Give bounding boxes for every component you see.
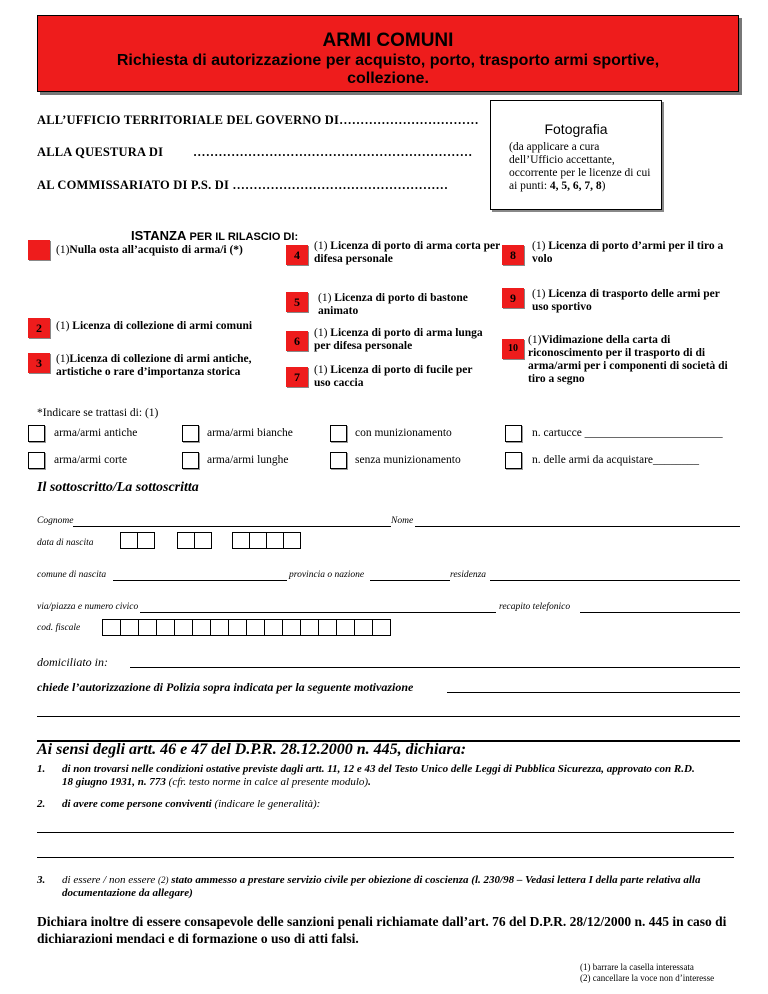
option-box-4[interactable]: 4 (286, 245, 308, 265)
footnote-2: (2) cancellare la voce non d’interesse (580, 973, 715, 983)
option-box-8[interactable]: 8 (502, 245, 524, 265)
dichiara-heading: Ai sensi degli artt. 46 e 47 del D.P.R. 28.12.2000 n. 445, dichiara: (37, 741, 467, 758)
option-box-6[interactable]: 6 (286, 331, 308, 351)
cognome-field[interactable] (73, 526, 391, 527)
data-nascita-day[interactable] (120, 532, 154, 554)
option-label-10: (1)Vidimazione della carta di riconoscimento per il trasporto di di arma/armi per i componenti di società di tiro a segno (528, 334, 728, 385)
option-label-4: (1) Licenza di porto di arma corta per difesa personale (314, 240, 501, 265)
via-field[interactable] (140, 612, 496, 613)
option-box-9[interactable]: 9 (502, 288, 524, 308)
check-armi-antiche[interactable] (28, 425, 45, 442)
item-num-2: 2. (37, 798, 46, 810)
check-con-munizionamento[interactable] (330, 425, 347, 442)
comune-label: comune di nascita (37, 570, 107, 580)
option-box-7[interactable]: 7 (286, 367, 308, 387)
address-questura-label: ALLA QUESTURA DI (37, 145, 164, 159)
check-armi-corte[interactable] (28, 452, 45, 469)
option-label-8: (1) Licenza di porto d’armi per il tiro a volo (532, 240, 724, 265)
check-armi-bianche[interactable] (182, 425, 199, 442)
data-nascita-month[interactable] (177, 532, 211, 554)
check-label: n. cartucce ________________________ (532, 427, 723, 439)
check-label: arma/armi antiche (54, 427, 138, 439)
photo-note: (da applicare a cura dell’Ufficio accettante, occorrente per le licenze di cui ai punti: 4, 5, 6, 7, 8) (509, 141, 651, 192)
check-label: arma/armi bianche (207, 427, 293, 439)
via-label: via/piazza e numero civico (37, 602, 139, 612)
provincia-label: provincia o nazione (289, 570, 365, 580)
form-title: ARMI COMUNI (322, 30, 454, 51)
residenza-label: residenza (450, 570, 487, 580)
conviventi-line-1[interactable] (37, 832, 734, 833)
item-num-3: 3. (37, 874, 46, 886)
check-n-cartucce[interactable] (505, 425, 522, 442)
comune-field[interactable] (113, 580, 287, 581)
footnote-1: (1) barrare la casella interessata (580, 962, 694, 972)
domiciliato-label: domiciliato in: (37, 655, 108, 669)
cod-fiscale-label: cod. fiscale (37, 623, 81, 633)
item-text-1: di non trovarsi nelle condizioni ostative previste dagli artt. 11, 12 e 43 del Testo Unico delle Leggi di Pubblica Sicurezza, approvato con R.D. 18 giugno 1931, n. 773 (cfr. testo norme in calce al presente modulo). (62, 763, 695, 788)
check-label: senza munizionamento (355, 454, 461, 466)
data-nascita-year[interactable] (232, 532, 300, 554)
option-box-3[interactable]: 3 (28, 353, 50, 373)
cod-fiscale-cells[interactable] (102, 619, 390, 641)
option-label-2: (1) Licenza di collezione di armi comuni (56, 320, 253, 332)
form-subtitle: Richiesta di autorizzazione per acquisto, porto, trasporto armi sportive, collezione. (116, 52, 660, 87)
header-banner (37, 15, 739, 92)
check-senza-munizionamento[interactable] (330, 452, 347, 469)
conviventi-line-2[interactable] (37, 857, 734, 858)
nome-label: Nome (391, 516, 414, 526)
item-num-1: 1. (37, 763, 46, 775)
address-ufficio: ALL’UFFICIO TERRITORIALE DEL GOVERNO DI…………………………… (37, 113, 479, 127)
cognome-label: Cognome (37, 516, 74, 526)
option-label-6: (1) Licenza di porto di arma lunga per difesa personale (314, 327, 483, 352)
option-label-9: (1) Licenza di trasporto delle armi per uso sportivo (532, 288, 720, 313)
chiede-label: chiede l’autorizzazione di Polizia sopra indicata per la seguente motivazione (37, 680, 414, 694)
check-label: con munizionamento (355, 427, 452, 439)
photo-title: Fotografia (544, 121, 608, 137)
domiciliato-field[interactable] (130, 667, 740, 668)
motivazione-line-2[interactable] (37, 716, 740, 717)
sottoscritto-heading: Il sottoscritto/La sottoscritta (37, 480, 199, 495)
option-label-5: (1) Licenza di porto di bastone animato (318, 292, 468, 317)
address-questura-dots: ………………………………………………………… (193, 145, 473, 159)
data-nascita-label: data di nascita (37, 538, 94, 548)
telefono-label: recapito telefonico (499, 602, 571, 612)
final-declaration: Dichiara inoltre di essere consapevole delle sanzioni penali richiamate dall’art. 76 del D.P.R. 28/12/2000 n. 445 in caso di dichiarazioni mendaci e di formazione o uso di atti falsi. (37, 914, 727, 946)
option-label-3: (1)Licenza di collezione di armi antiche, artistiche o rare d’importanza storica (56, 353, 252, 378)
item-text-3: di essere / non essere (2) stato ammesso a prestare servizio civile per obiezione di coscienza (l. 230/98 – Vedasi lettera I della parte relativa alla documentazione da allegare) (62, 874, 701, 899)
option-label-1: (1)Nulla osta all’acquisto di arma/i (*) (56, 244, 243, 256)
address-commissariato: AL COMMISSARIATO DI P.S. DI …………………………………………… (37, 178, 449, 192)
check-label: arma/armi corte (54, 454, 128, 466)
photo-box (490, 100, 662, 210)
check-n-armi[interactable] (505, 452, 522, 469)
item-text-2: di avere come persone conviventi (indicare le generalità): (62, 798, 321, 810)
option-box-2[interactable]: 2 (28, 318, 50, 338)
option-box-1[interactable] (28, 240, 50, 260)
residenza-field[interactable] (490, 580, 740, 581)
check-label: arma/armi lunghe (207, 454, 289, 466)
nome-field[interactable] (415, 526, 740, 527)
motivazione-field[interactable] (447, 692, 740, 693)
option-box-5[interactable]: 5 (286, 292, 308, 312)
check-armi-lunghe[interactable] (182, 452, 199, 469)
indicare-label: *Indicare se trattasi di: (1) (37, 407, 159, 419)
option-label-7: (1) Licenza di porto di fucile per uso caccia (314, 364, 473, 389)
provincia-field[interactable] (370, 580, 450, 581)
telefono-field[interactable] (580, 612, 740, 613)
check-label: n. delle armi da acquistare________ (532, 454, 700, 466)
option-box-10[interactable]: 10 (502, 339, 524, 359)
istanza-heading: ISTANZA PER IL RILASCIO DI: (131, 228, 299, 243)
